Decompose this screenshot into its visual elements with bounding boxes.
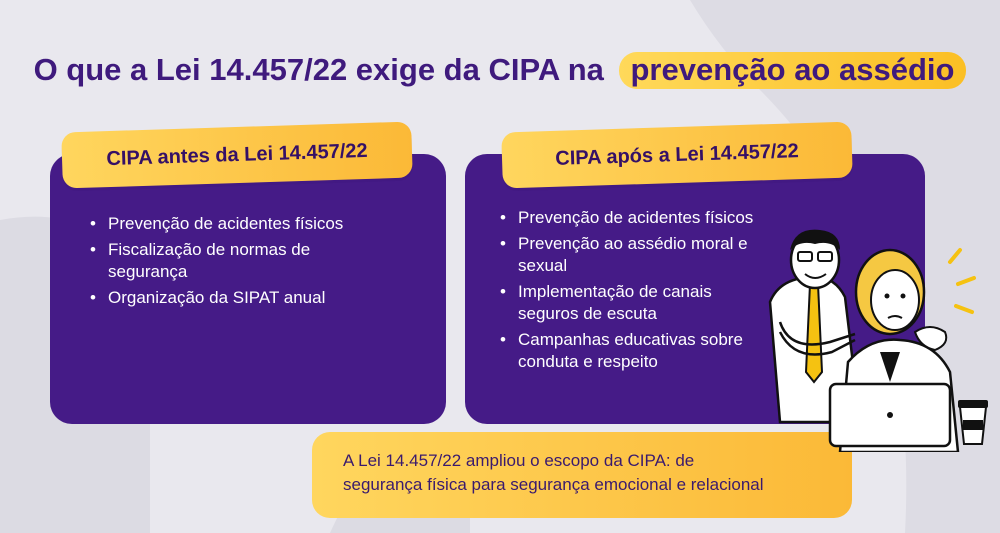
title-highlight: prevenção ao assédio xyxy=(619,52,967,89)
list-item: • Implementação de canais seguros de escuta xyxy=(500,281,760,325)
page-title xyxy=(0,52,1000,88)
after-law-heading: CIPA após a Lei 14.457/22 xyxy=(501,122,853,189)
summary-note xyxy=(343,449,843,497)
after-law-list xyxy=(500,207,760,377)
summary-note-line-1: A Lei 14.457/22 ampliou o escopo da CIPA: de xyxy=(343,451,695,470)
summary-note-line-2: segurança física para segurança emocional e relacional xyxy=(343,475,764,494)
title-prefix: O que a Lei 14.457/22 exige da CIPA na xyxy=(33,52,604,87)
list-item: • Prevenção de acidentes físicos xyxy=(500,207,760,229)
list-item: • Prevenção ao assédio moral e sexual xyxy=(500,233,760,277)
harassment-scene-illustration xyxy=(760,222,1000,452)
list-item: • Prevenção de acidentes físicos xyxy=(90,213,390,235)
before-law-heading: CIPA antes da Lei 14.457/22 xyxy=(61,122,413,189)
list-item: • Organização da SIPAT anual xyxy=(90,287,390,309)
list-item: • Fiscalização de normas de segurança xyxy=(90,239,390,283)
list-item: • Campanhas educativas sobre conduta e respeito xyxy=(500,329,760,373)
before-law-list xyxy=(90,213,390,313)
